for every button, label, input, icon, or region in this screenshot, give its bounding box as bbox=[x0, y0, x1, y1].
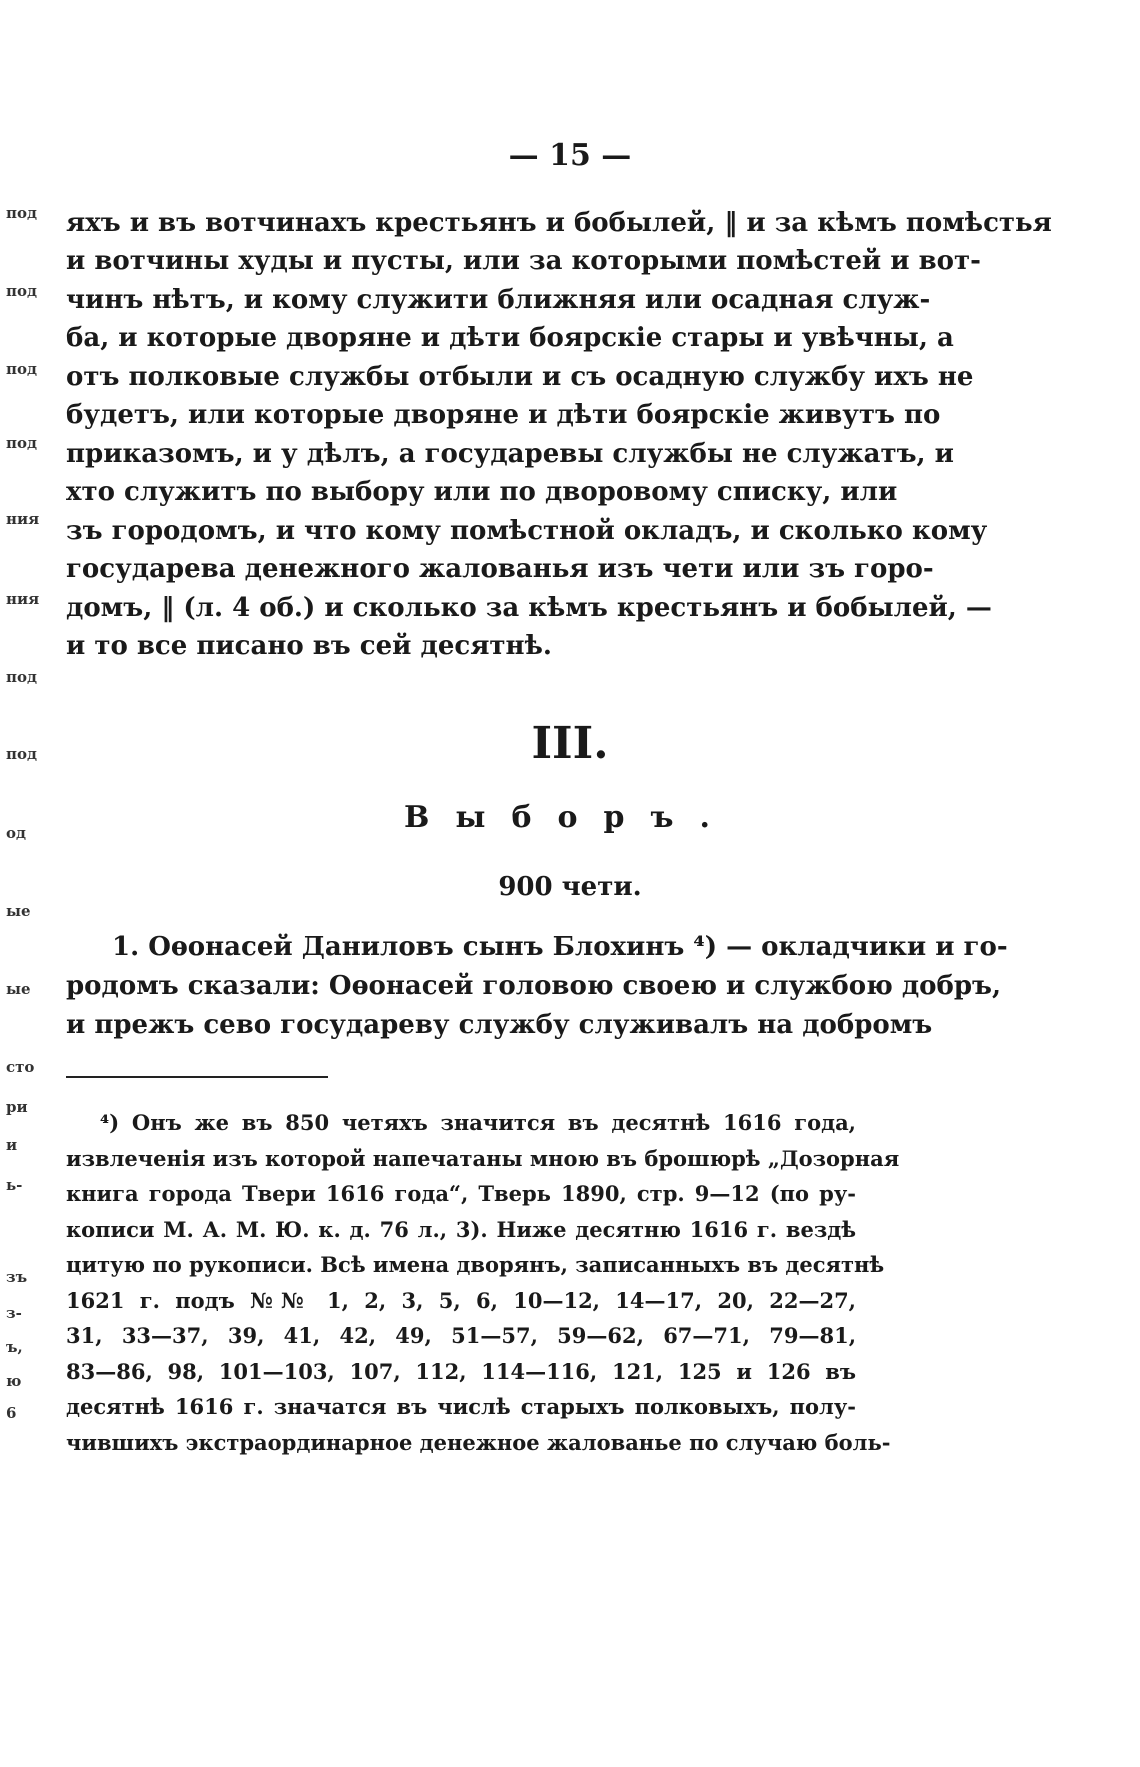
body-line: приказомъ, и у дѣлъ, а государевы службы не служатъ, и bbox=[66, 439, 954, 469]
body-line: и то все писано въ сей десятнѣ. bbox=[66, 631, 552, 661]
margin-fragment: под bbox=[6, 668, 37, 686]
margin-fragment: ри bbox=[6, 1098, 28, 1116]
margin-fragment: ю bbox=[6, 1372, 22, 1390]
body-line: будетъ, или которые дворяне и дѣти боярскіе живутъ по bbox=[66, 400, 941, 430]
margin-fragment: ъ, bbox=[6, 1338, 23, 1356]
footnote-line: 1621 г. подъ №№ 1, 2, 3, 5, 6, 10—12, 14—17, 20, 22—27, bbox=[66, 1288, 856, 1313]
body-line: и вотчины худы и пусты, или за которыми помѣстей и вот- bbox=[66, 246, 981, 276]
section-number: III. bbox=[531, 718, 609, 769]
margin-fragment: з- bbox=[6, 1304, 22, 1322]
margin-fragment: ния bbox=[6, 590, 40, 608]
margin-fragment: од bbox=[6, 824, 27, 842]
body-line: яхъ и въ вотчинахъ крестьянъ и бобылей, ‖ и за кѣмъ помѣстья bbox=[66, 208, 1052, 238]
entry-line: родомъ сказали: Оѳонасей головою своею и службою добръ, bbox=[66, 971, 1002, 1001]
margin-fragment: зъ bbox=[6, 1268, 28, 1286]
margin-fragment: ые bbox=[6, 980, 31, 998]
body-line: государева денежного жалованья изъ чети или зъ горо- bbox=[66, 554, 934, 584]
body-line: хто служитъ по выбору или по дворовому списку, или bbox=[66, 477, 898, 507]
body-line: зъ городомъ, и что кому помѣстной окладъ, и сколько кому bbox=[66, 516, 988, 546]
margin-fragment: и bbox=[6, 1136, 18, 1154]
margin-fragment: ния bbox=[6, 510, 40, 528]
section-subtitle: 900 чети. bbox=[498, 872, 642, 902]
body-line: домъ, ‖ (л. 4 об.) и сколько за кѣмъ крестьянъ и бобылей, — bbox=[66, 593, 992, 623]
footnote-line: чившихъ экстраординарное денежное жалованье по случаю боль- bbox=[66, 1430, 891, 1455]
margin-fragment: ь- bbox=[6, 1176, 23, 1194]
margin-fragment: 6 bbox=[6, 1404, 17, 1422]
margin-fragment: под bbox=[6, 434, 37, 452]
entry-line: 1. Оѳонасей Даниловъ сынъ Блохинъ ⁴) — окладчики и го- bbox=[112, 932, 1008, 962]
footnote-line: ⁴) Онъ же въ 850 четяхъ значится въ десятнѣ 1616 года, bbox=[100, 1110, 856, 1135]
margin-fragment: под bbox=[6, 204, 37, 222]
margin-fragment: сто bbox=[6, 1058, 35, 1076]
footnote-rule bbox=[66, 1076, 328, 1078]
footnote-line: десятнѣ 1616 г. значатся въ числѣ старыхъ полковыхъ, полу- bbox=[66, 1394, 856, 1419]
footnote-line: цитую по рукописи. Всѣ имена дворянъ, записанныхъ въ десятнѣ bbox=[66, 1252, 885, 1277]
body-line: ба, и которые дворяне и дѣти боярскіе стары и увѣчны, а bbox=[66, 323, 954, 353]
footnote-line: 31, 33—37, 39, 41, 42, 49, 51—57, 59—62, 67—71, 79—81, bbox=[66, 1323, 856, 1348]
body-line: отъ полковые службы отбыли и съ осадную службу ихъ не bbox=[66, 362, 974, 392]
margin-fragment: под bbox=[6, 282, 37, 300]
margin-fragment: под bbox=[6, 745, 37, 763]
footnote-line: 83—86, 98, 101—103, 107, 112, 114—116, 121, 125 и 126 въ bbox=[66, 1359, 856, 1384]
page-number: — 15 — bbox=[508, 138, 632, 173]
footnote-line: извлеченія изъ которой напечатаны мною въ брошюрѣ „Дозорная bbox=[66, 1146, 900, 1171]
entry-line: и прежъ сево государеву службу служивалъ на добромъ bbox=[66, 1010, 933, 1040]
body-line: чинъ нѣтъ, и кому служити ближняя или осадная служ- bbox=[66, 285, 931, 315]
footnote-line: кописи М. А. М. Ю. к. д. 76 л., 3). Ниже десятню 1616 г. вездѣ bbox=[66, 1217, 856, 1242]
section-title: Выборъ. bbox=[404, 800, 736, 835]
footnote-line: книга города Твери 1616 года“, Тверь 1890, стр. 9—12 (по ру- bbox=[66, 1181, 856, 1206]
margin-fragment: под bbox=[6, 360, 37, 378]
margin-fragment: ые bbox=[6, 902, 31, 920]
